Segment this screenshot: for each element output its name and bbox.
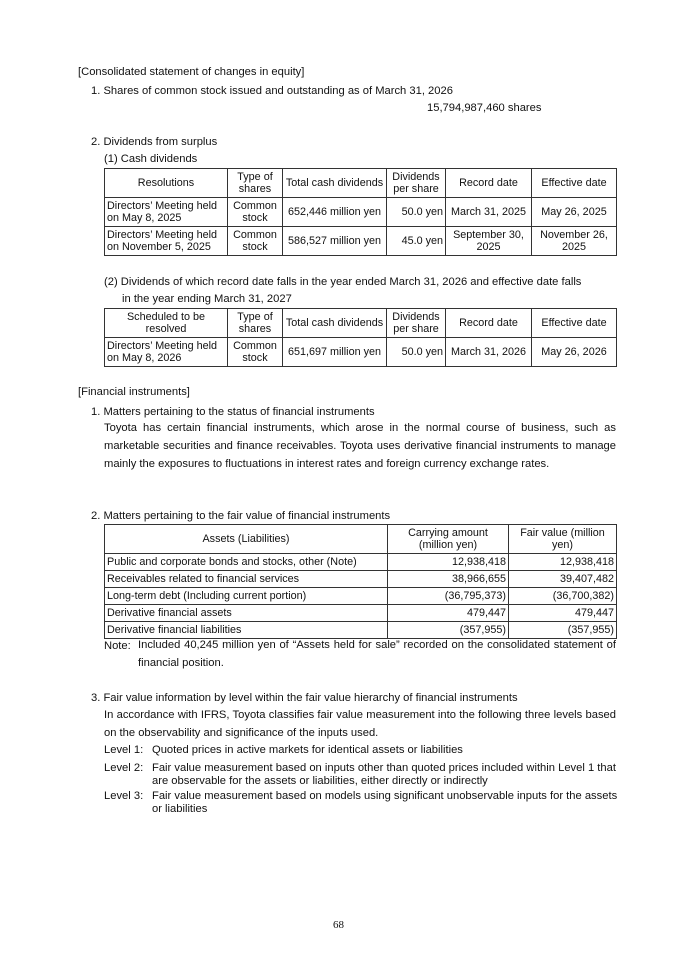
col-header-record-date: Record date: [446, 309, 532, 338]
cell-record-date: March 31, 2025: [446, 198, 532, 227]
dividends-heading: 2. Dividends from surplus: [91, 136, 218, 148]
table-header-row: [105, 169, 617, 198]
fair-value-table: [104, 524, 617, 639]
next-dividends-table: [104, 308, 617, 367]
cell-total: 651,697 million yen: [283, 338, 387, 367]
cell-fair: 479,447: [509, 605, 617, 622]
note-label: Note:: [104, 640, 131, 652]
shares-value: 15,794,987,460 shares: [427, 102, 542, 114]
table-row: [105, 622, 617, 639]
table-row: [105, 227, 617, 256]
cell-fair: (357,955): [509, 622, 617, 639]
table-header-row: [105, 309, 617, 338]
table-row: [105, 605, 617, 622]
cell-type: Common stock: [228, 198, 283, 227]
cell-total: 586,527 million yen: [283, 227, 387, 256]
page-number: 68: [333, 919, 344, 931]
fair-value-level-heading: 3. Fair value information by level within the fair value hierarchy of financial instruments: [91, 692, 518, 704]
col-header-record-date: Record date: [446, 169, 532, 198]
col-header-carrying-amount: Carrying amount (million yen): [388, 525, 509, 554]
cell-record-date: March 31, 2026: [446, 338, 532, 367]
cell-item: Long-term debt (Including current portion): [105, 588, 388, 605]
cell-resolution: Directors’ Meeting held on November 5, 2025: [105, 227, 228, 256]
col-header-fair-value: Fair value (million yen): [509, 525, 617, 554]
cell-type: Common stock: [228, 338, 283, 367]
fair-value-heading: 2. Matters pertaining to the fair value of financial instruments: [91, 510, 391, 522]
status-paragraph: Toyota has certain financial instruments, which arose in the normal course of business, such as marketable securities and finance receivables. Toyota uses derivative financial instruments to manage mainly the exposures to fluctuations in interest rates and foreign currency exchange rates.: [104, 422, 616, 470]
cell-per-share: 50.0 yen: [387, 338, 446, 367]
col-header-assets: Assets (Liabilities): [105, 525, 388, 554]
level-3-label: Level 3:: [104, 790, 144, 802]
cell-carrying: 12,938,418: [388, 554, 509, 571]
col-header-effective-date: Effective date: [532, 309, 617, 338]
col-header-total-cash-dividends: Total cash dividends: [283, 309, 387, 338]
col-header-scheduled: Scheduled to be resolved: [105, 309, 228, 338]
cell-fair: 39,407,482: [509, 571, 617, 588]
table-row: [105, 588, 617, 605]
col-header-dividends-per-share: Dividends per share: [387, 169, 446, 198]
cell-item: Derivative financial liabilities: [105, 622, 388, 639]
next-dividends-heading: (2) Dividends of which record date falls in the year ended March 31, 2026 and effective date falls: [104, 276, 582, 288]
cell-type: Common stock: [228, 227, 283, 256]
table-row: [105, 554, 617, 571]
cell-carrying: (357,955): [388, 622, 509, 639]
cash-dividends-heading: (1) Cash dividends: [104, 153, 198, 165]
cell-fair: 12,938,418: [509, 554, 617, 571]
table-header-row: [105, 525, 617, 554]
level-3-text: Fair value measurement based on models using significant unobservable inputs for the assets or liabilities: [152, 790, 618, 815]
note-text: Included 40,245 million yen of “Assets held for sale” recorded on the consolidated statement of financial position.: [138, 639, 616, 669]
level-1-label: Level 1:: [104, 744, 144, 756]
cash-dividends-table: [104, 168, 617, 256]
level-1-text: Quoted prices in active markets for identical assets or liabilities: [152, 744, 463, 756]
shares-heading: 1. Shares of common stock issued and outstanding as of March 31, 2026: [91, 85, 453, 97]
instruments-heading: [Financial instruments]: [78, 386, 190, 398]
col-header-effective-date: Effective date: [532, 169, 617, 198]
level-intro: In accordance with IFRS, Toyota classifies fair value measurement into the following three levels based on the observability and significance of the inputs used.: [104, 709, 616, 739]
cell-carrying: (36,795,373): [388, 588, 509, 605]
next-dividends-heading-cont: in the year ending March 31, 2027: [122, 293, 292, 305]
cell-total: 652,446 million yen: [283, 198, 387, 227]
level-2-text: Fair value measurement based on inputs other than quoted prices included within Level 1 that are observable for the assets or liabilities, either directly or indirectly: [152, 762, 616, 787]
col-header-resolutions: Resolutions: [105, 169, 228, 198]
cell-resolution: Directors’ Meeting held on May 8, 2025: [105, 198, 228, 227]
cell-effective-date: May 26, 2025: [532, 198, 617, 227]
cell-effective-date: May 26, 2026: [532, 338, 617, 367]
cell-carrying: 38,966,655: [388, 571, 509, 588]
col-header-total-cash-dividends: Total cash dividends: [283, 169, 387, 198]
level-2-label: Level 2:: [104, 762, 144, 774]
cell-per-share: 50.0 yen: [387, 198, 446, 227]
status-heading: 1. Matters pertaining to the status of financial instruments: [91, 406, 375, 418]
col-header-type-of-shares: Type of shares: [228, 169, 283, 198]
cell-item: Derivative financial assets: [105, 605, 388, 622]
cell-effective-date: November 26, 2025: [532, 227, 617, 256]
cell-carrying: 479,447: [388, 605, 509, 622]
cell-fair: (36,700,382): [509, 588, 617, 605]
cell-per-share: 45.0 yen: [387, 227, 446, 256]
table-row: [105, 571, 617, 588]
col-header-dividends-per-share: Dividends per share: [387, 309, 446, 338]
equity-heading: [Consolidated statement of changes in equity]: [78, 66, 305, 78]
table-row: [105, 198, 617, 227]
table-row: [105, 338, 617, 367]
cell-item: Receivables related to financial services: [105, 571, 388, 588]
cell-item: Public and corporate bonds and stocks, other (Note): [105, 554, 388, 571]
cell-record-date: September 30, 2025: [446, 227, 532, 256]
cell-resolution: Directors’ Meeting held on May 8, 2026: [105, 338, 228, 367]
col-header-type-of-shares: Type of shares: [228, 309, 283, 338]
